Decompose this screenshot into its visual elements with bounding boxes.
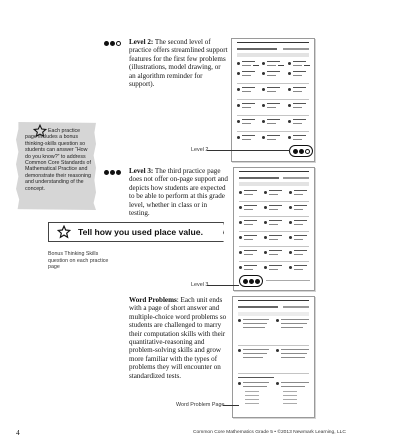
- bonus-caption: Bonus Thinking Skills question on each practice page: [48, 251, 109, 271]
- filled-dot-icon: [255, 279, 260, 284]
- filled-dot-icon: [104, 41, 109, 46]
- level2-title: Level 2:: [129, 38, 154, 46]
- footer-credit: Common Core Mathematics Grade 5 • ©2013 Newmark Learning, LLC: [193, 430, 346, 435]
- filled-dot-icon: [299, 149, 304, 154]
- open-dot-icon: [305, 149, 310, 154]
- level2-badge-icon: [289, 145, 313, 157]
- filled-dot-icon: [243, 279, 248, 284]
- level3-description: [129, 167, 228, 217]
- star-icon: [57, 225, 71, 239]
- filled-dot-icon: [110, 170, 115, 175]
- level3-dots-icon: [104, 170, 121, 175]
- open-dot-icon: [116, 41, 121, 46]
- filled-dot-icon: [293, 149, 298, 154]
- level2-label: Level 2: [191, 147, 209, 153]
- word-problems-description: [129, 296, 227, 380]
- word-problems-text: : Each unit ends with a page of short answer and multiple-choice word problems so students are challenged to marry their computation skills with their quantitative-reasoning and problem-solving skills and grow more familiar with the types of problems they will encounter on standardized tests.: [129, 296, 227, 380]
- page-number: 4: [16, 428, 20, 437]
- level3-badge-icon: [239, 275, 263, 287]
- filled-dot-icon: [104, 170, 109, 175]
- level3-label: Level 3: [191, 282, 209, 288]
- level3-worksheet-thumbnail: [233, 167, 315, 291]
- bonus-callout-text: Each practice page includes a bonus thinking-skills question so students can answer “How do you know?” to address Common Core Standards of Mathematical Practice and demonstrate their reasoning and understanding of the concept.: [25, 128, 91, 192]
- filled-dot-icon: [116, 170, 121, 175]
- filled-dot-icon: [249, 279, 254, 284]
- word-problems-title: Word Problems: [129, 296, 177, 304]
- word-problem-worksheet-thumbnail: [232, 296, 315, 418]
- filled-dot-icon: [110, 41, 115, 46]
- word-problem-label: Word Problem Page: [176, 402, 225, 408]
- level2-dots-icon: [104, 41, 121, 46]
- level2-description: [129, 38, 229, 88]
- bonus-question-text: Tell how you used place value.: [78, 227, 203, 237]
- level2-text: The second level of practice offers streamlined support features for the first few problems (illustrations, model drawing, or an algorithm reminder for support).: [129, 38, 228, 89]
- level3-text: The third practice page does not offer on-page support and depicts how students are expected to be able to perform at this grade level, whether in class or in testing.: [129, 167, 228, 218]
- level2-worksheet-thumbnail: [231, 38, 315, 162]
- level3-title: Level 3:: [129, 167, 154, 175]
